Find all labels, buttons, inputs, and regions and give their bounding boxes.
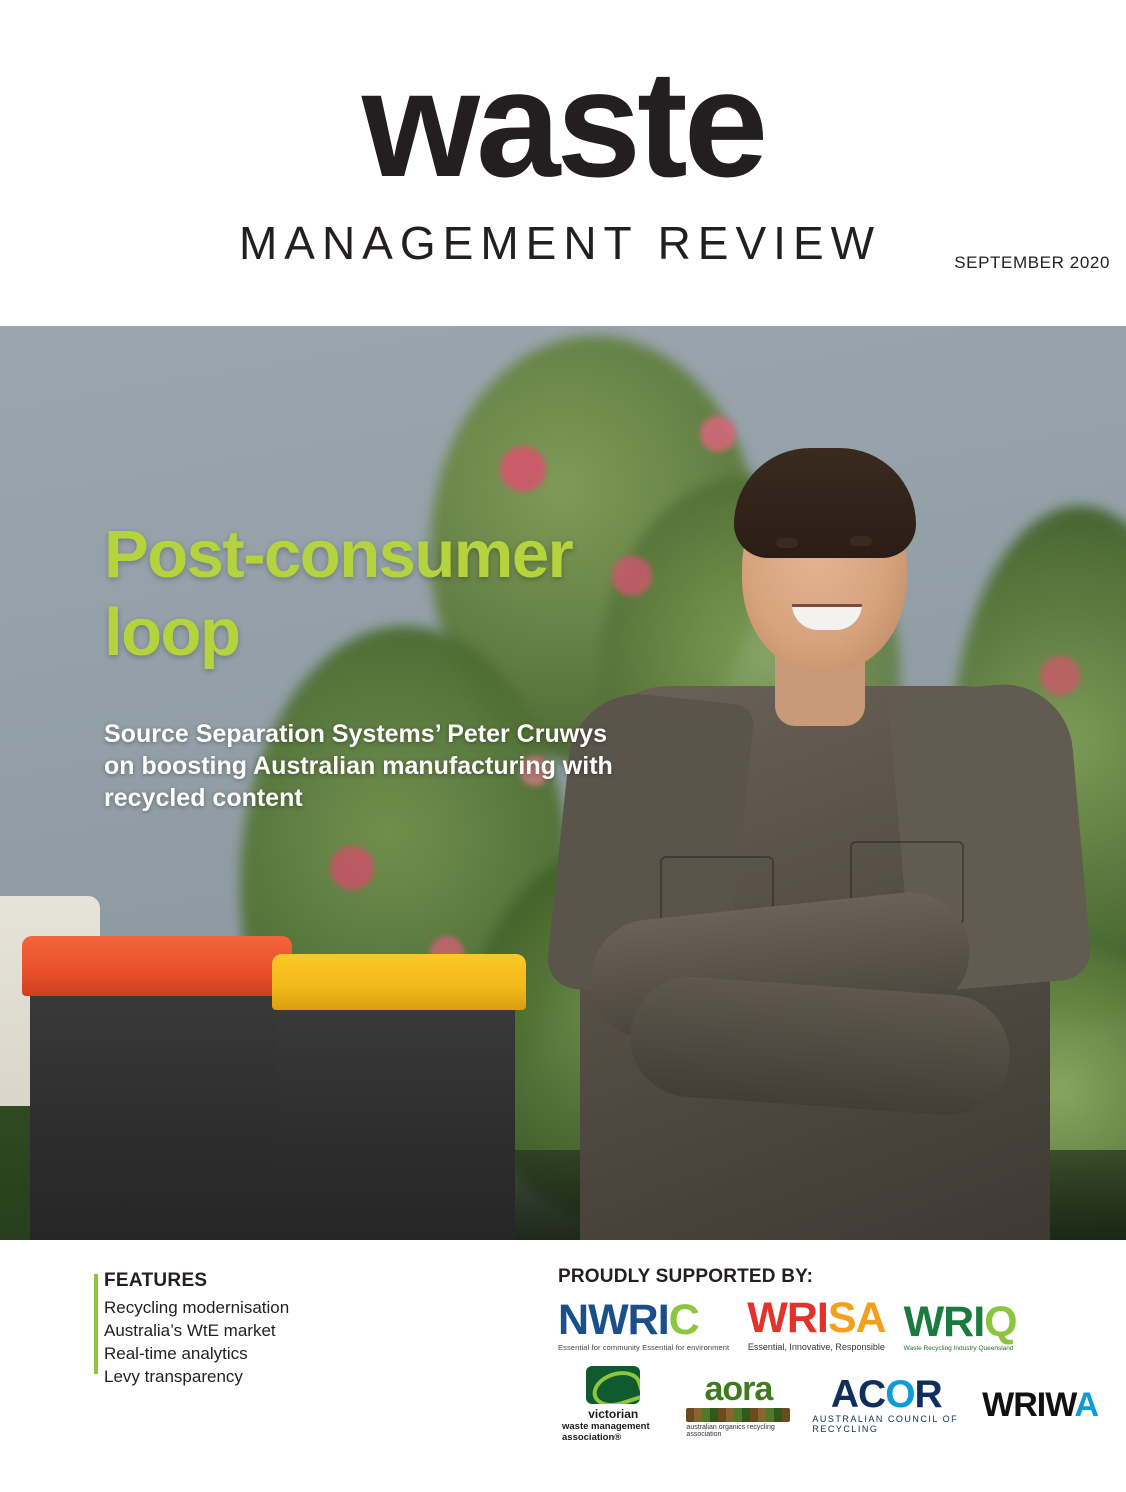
supporters-block [558,1266,1098,1443]
red-lid-bin-body [30,986,280,1240]
red-bin-lid [22,936,292,996]
flower [330,846,374,890]
logo-wrisa-tagline: Essential, Innovative, Responsible [747,1342,885,1352]
logo-acor [812,1372,960,1434]
features-title: FEATURES [104,1270,208,1291]
person-eye-left [776,538,798,548]
supporters-title: PROUDLY SUPPORTED BY: [558,1266,814,1287]
logo-nwric-tagline: Essential for community Essential for environment [558,1343,730,1352]
logo-aora-wordmark: aora [704,1369,773,1408]
leaf-icon [586,1366,640,1404]
logo-acor-wordmark: ACOR [830,1372,942,1416]
features-accent-bar [94,1274,98,1374]
features-item: Australia’s WtE market [104,1321,276,1340]
masthead [0,0,1126,326]
logo-wriwa-wordmark: WRIWA [982,1385,1098,1424]
supporter-logos-row-1 [558,1296,1098,1352]
yellow-lid-bin-body [275,998,515,1240]
cover-footer [0,1240,1126,1492]
logo-wrisa-wordmark: WRISA [747,1294,886,1342]
features-item: Levy transparency [104,1367,243,1386]
person-eye-right [850,536,872,546]
cover-photo [0,326,1126,1240]
logo-aora [686,1369,790,1438]
logo-vwma-line1: victorian [588,1407,639,1421]
supporter-logos-row-2 [558,1366,1098,1443]
logo-wriq [904,1300,1017,1352]
logo-victorian-waste-management-association [562,1366,664,1443]
cover-headline: Post-consumer loop [104,517,573,670]
magazine-title: waste [361,39,765,209]
logo-wriq-tagline: Waste Recycling Industry Queensland [903,1345,1014,1352]
logo-wriq-wordmark: WRIQ [903,1298,1017,1346]
features-item: Recycling modernisation [104,1298,290,1317]
issue-date: SEPTEMBER 2020 [954,253,1110,272]
magazine-subtitle: MANAGEMENT REVIEW [238,217,882,269]
yellow-bin-lid [272,954,526,1010]
logo-aora-tagline: australian organics recycling association [686,1423,775,1438]
features-item: Real-time analytics [104,1344,248,1363]
logo-vwma-line2: waste management association® [562,1421,650,1443]
logo-acor-tagline: AUSTRALIAN COUNCIL OF RECYCLING [812,1413,959,1434]
logo-wriwa [982,1385,1098,1424]
logo-nwric-wordmark: NWRIC [558,1296,699,1344]
aora-colour-bar [686,1408,790,1422]
features-block [104,1270,404,1388]
cover-subheadline: Source Separation Systems’ Peter Cruwys on boosting Australian manufacturing with recycled content [104,720,613,812]
person-hair [734,448,916,558]
logo-nwric [558,1298,729,1352]
logo-wrisa [747,1296,885,1352]
